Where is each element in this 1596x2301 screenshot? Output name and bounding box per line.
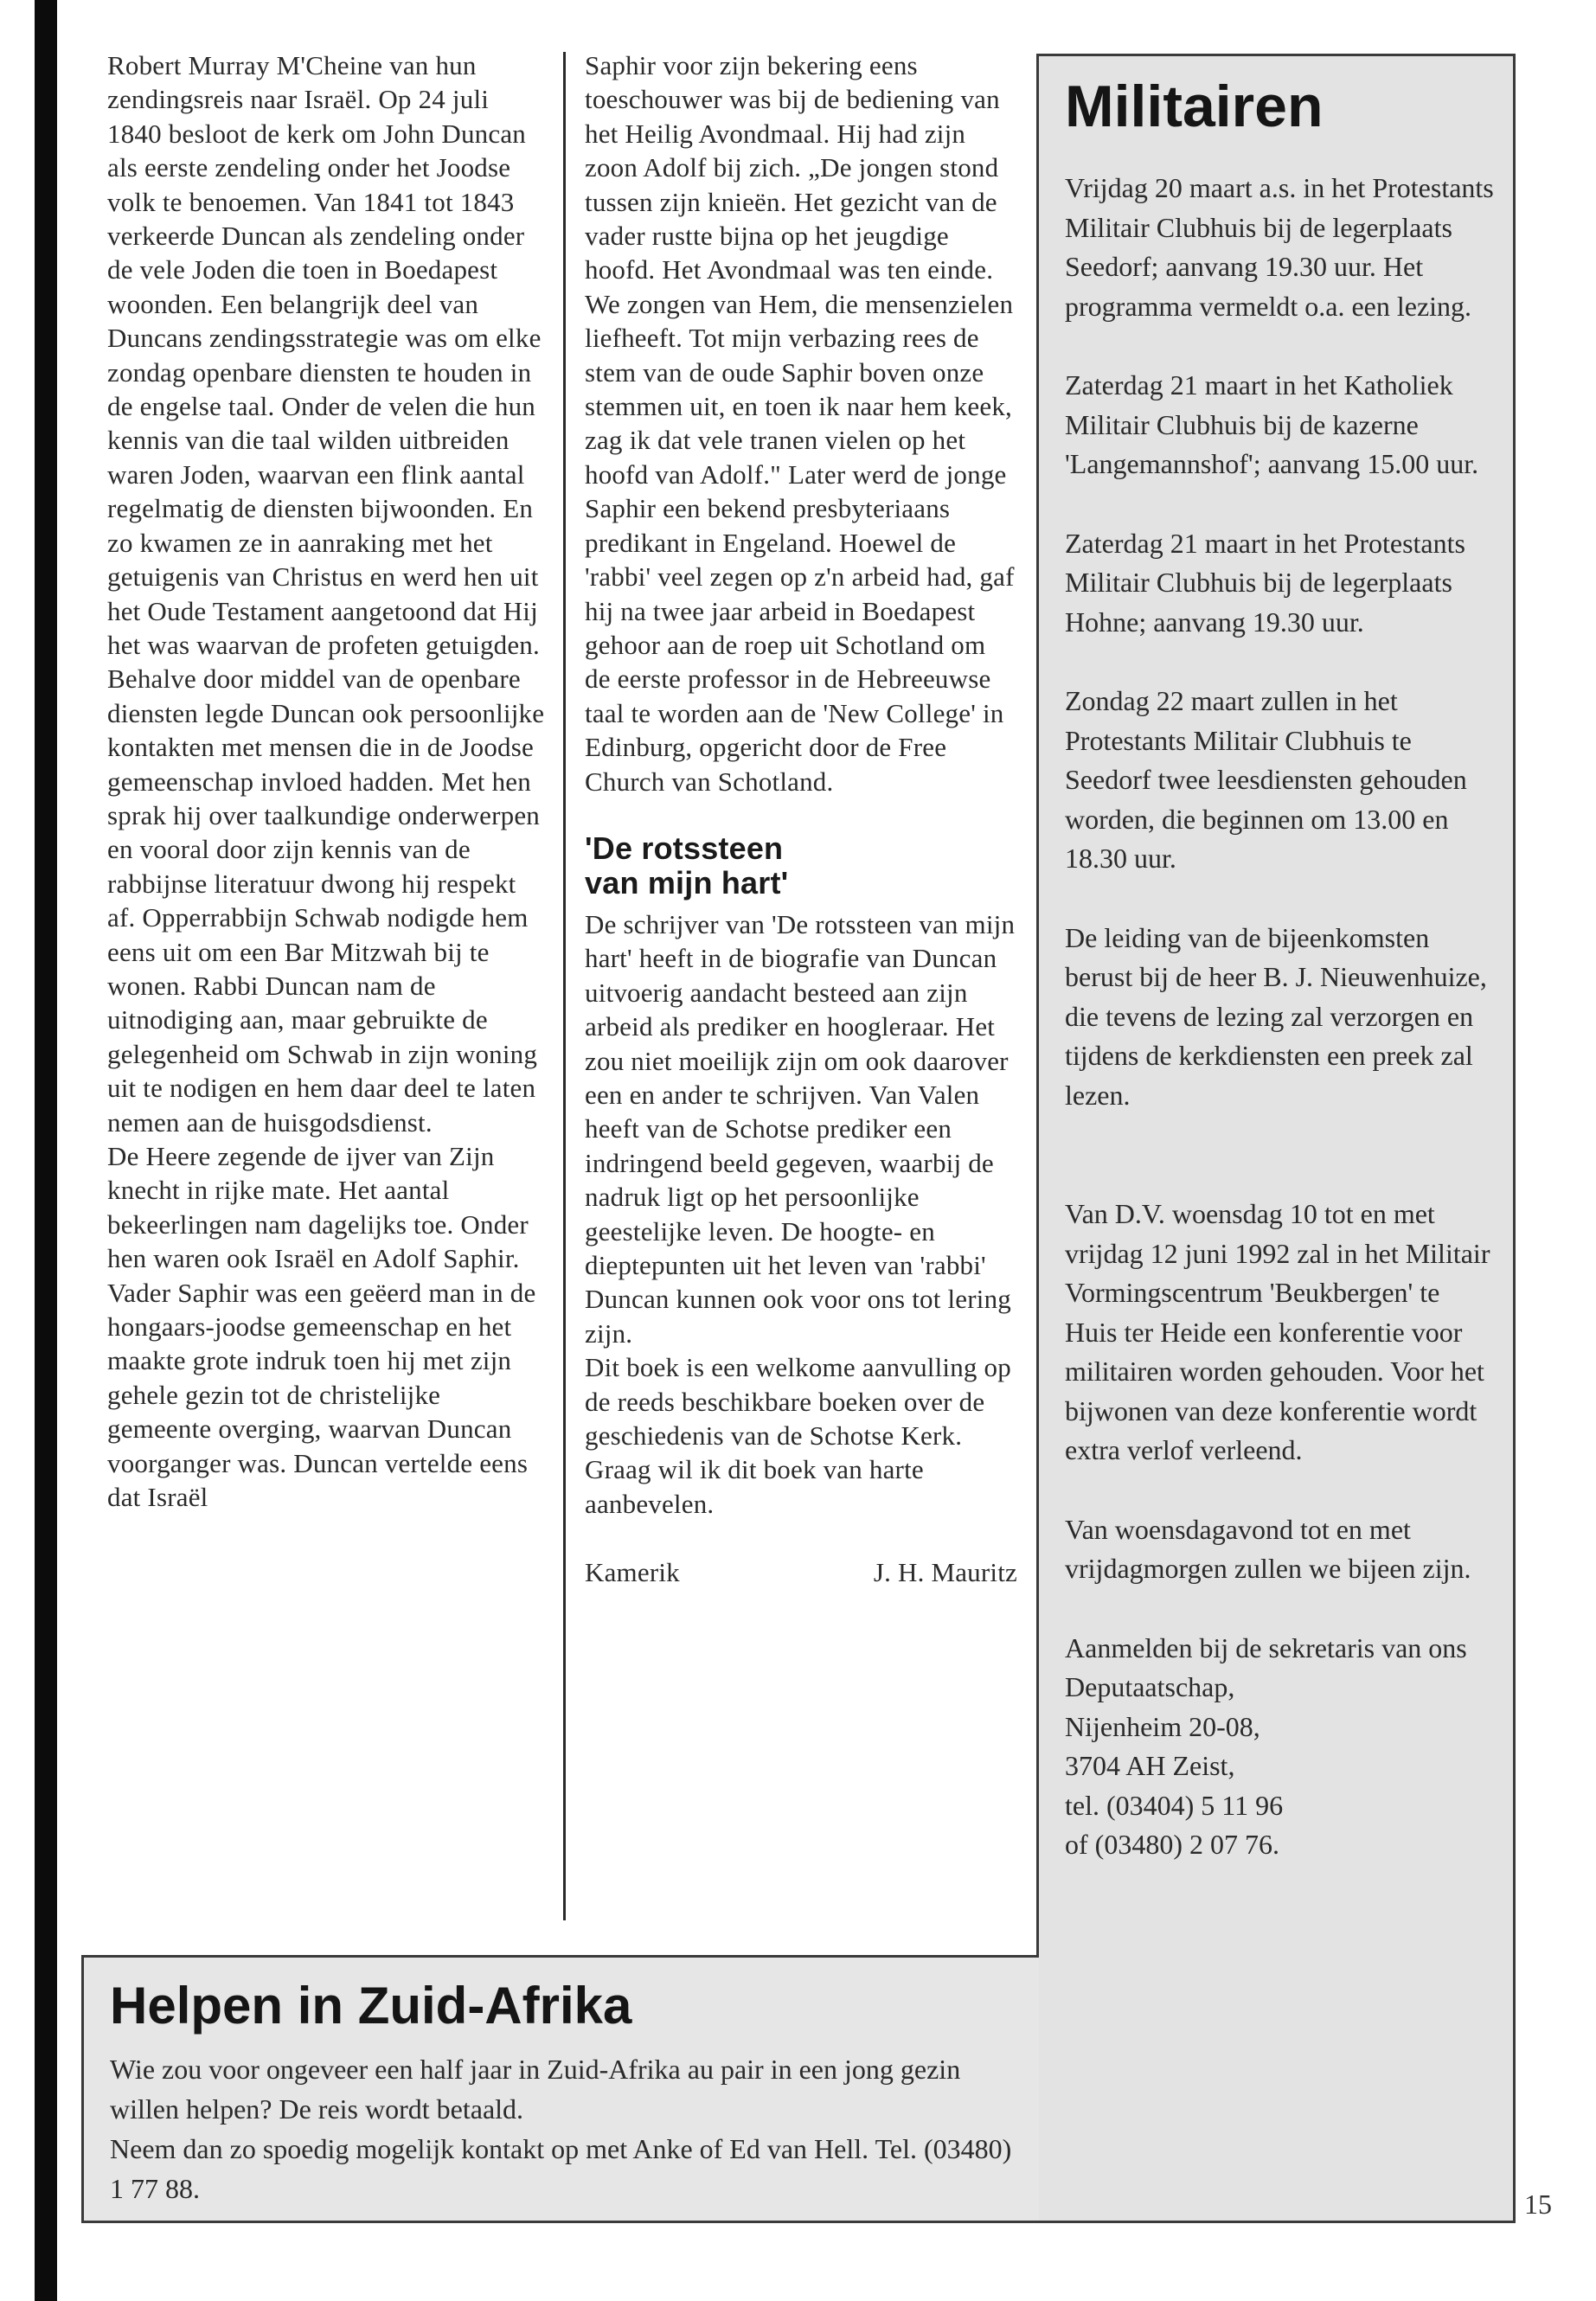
article-column-middle — [585, 48, 1017, 1590]
article-paragraph: De Heere zegende de ijver van Zijn knecht in rijke mate. Het aantal bekeerlingen nam dagelijks toe. Onder hen waren ook Israël en Adolf Saphir. Vader Saphir was een geëerd man in de hongaars-joodse gemeenschap en het maakte grote indruk toen hij met zijn gehele gezin tot de christelijke gemeente overging, waarvan Duncan voorganger was. Duncan vertelde eens dat Israël — [107, 1141, 536, 1513]
page-number: 15 — [1524, 2189, 1552, 2220]
militairen-announcement-box — [1036, 54, 1516, 2223]
contact-address — [1065, 1629, 1494, 1865]
article-paragraph: Dit boek is een welkome aanvulling op de reeds beschikbare boeken over de geschiedenis van de Schotse Kerk. Graag wil ik dit boek van harte aanbevelen. — [585, 1352, 1011, 1519]
announcement-paragraph: Zondag 22 maart zullen in het Protestants Militair Clubhuis te Seedorf twee leesdiensten gehouden worden, die beginnen om 13.00 en 18.30 uur. — [1065, 685, 1467, 874]
address-line: Aanmelden bij de sekretaris van ons Deputaatschap, — [1065, 1631, 1467, 1702]
militairen-title: Militairen — [1065, 74, 1324, 139]
announcement-paragraph: Van D.V. woensdag 10 tot en met vrijdag 12 juni 1992 zal in het Militair Vormingscentrum 'Beukbergen' te Huis ter Heide een konferentie voor militairen worden gehouden. Voor het bijwonen van deze konferentie wordt extra verlof verleend. — [1065, 1198, 1490, 1465]
address-line: 3704 AH Zeist, — [1065, 1750, 1235, 1781]
announcement-paragraph: De leiding van de bijeenkomsten berust bij de heer B. J. Nieuwenhuize, die tevens de lezing zal verzorgen en tijdens de kerkdiensten een preek zal lezen. — [1065, 921, 1487, 1111]
announcement-paragraph: Zaterdag 21 maart in het Protestants Militair Clubhuis bij de legerplaats Hohne; aanvang 19.30 uur. — [1065, 527, 1465, 638]
announcement-text: Wie zou voor ongeveer een half jaar in Zuid-Afrika au pair in een jong gezin willen helpen? De reis wordt betaald. — [110, 2054, 961, 2125]
article-paragraph: De schrijver van 'De rotssteen van mijn hart' heeft in de biografie van Duncan uitvoerig aandacht besteed aan zijn arbeid als prediker en hoogleraar. Het zou niet moeilijk zijn om ook daarover een en ander te schrijven. Van Valen heeft van de Schotse prediker een indringend beeld gegeven, waarbij de nadruk ligt op het persoonlijke geestelijke leven. De hoogte- en dieptepunten uit het leven van 'rabbi' Duncan kunnen ook voor ons tot lering zijn. — [585, 908, 1016, 1349]
address-phone: of (03480) 2 07 76. — [1065, 1829, 1279, 1860]
article-column-left — [107, 48, 548, 1514]
zuid-afrika-announcement-box — [81, 1955, 1039, 2223]
book-subheading — [585, 831, 1017, 901]
signature-place: Kamerik — [585, 1557, 680, 1588]
signature-name: J. H. Mauritz — [873, 1557, 1017, 1588]
address-line: Nijenheim 20-08, — [1065, 1710, 1260, 1742]
page-binding-edge — [35, 0, 57, 2301]
subheading-line: 'De rotssteen — [585, 830, 784, 866]
announcement-paragraph: Zaterdag 21 maart in het Katholiek Militair Clubhuis bij de kazerne 'Langemannshof'; aanvang 15.00 uur. — [1065, 369, 1479, 479]
subheading-line: van mijn hart' — [585, 864, 789, 901]
zuid-afrika-title: Helpen in Zuid-Afrika — [110, 1977, 632, 2035]
announcement-paragraph: Van woensdagavond tot en met vrijdagmorgen zullen we bijeen zijn. — [1065, 1513, 1471, 1584]
announcement-paragraph: Vrijdag 20 maart a.s. in het Protestants Militair Clubhuis bij de legerplaats Seedorf; aanvang 19.30 uur. Het programma vermeldt o.a. een lezing. — [1065, 172, 1494, 322]
article-paragraph: Robert Murray M'Cheine van hun zendingsreis naar Israël. Op 24 juli 1840 besloot de kerk om John Duncan als eerste zendeling onder het Joodse volk te benoemen. Van 1841 tot 1843 verkeerde Duncan als zendeling onder de vele Joden die toen in Boedapest woonden. Een belangrijk deel van Duncans zendingsstrategie was om elke zondag openbare diensten te houden in de engelse taal. Onder de velen die hun kennis van die taal wilden uitbreiden waren Joden, waarvan een flink aantal regelmatig de diensten bijwoonden. En zo kwamen ze in aanraking met het getuigenis van Christus en werd hen uit het Oude Testament aangetoond dat Hij het was waarvan de profeten getuigden. Behalve door middel van de openbare diensten legde Duncan ook persoonlijke kontakten met mensen die in de Joodse gemeenschap invloed hadden. Met hen sprak hij over taalkundige onderwerpen en vooral door zijn kennis van de rabbijnse literatuur dwong hij respekt af. Opperrabbijn Schwab nodigde hem eens uit om een Bar Mitzwah bij te wonen. Rabbi Duncan nam de uitnodiging aan, maar gebruikte de gelegenheid om Schwab in zijn woning uit te nodigen en hem daar deel te laten nemen aan de huisgodsdienst. — [107, 50, 545, 1138]
announcement-text: Neem dan zo spoedig mogelijk kontakt op met Anke of Ed van Hell. Tel. (03480) 1 77 88. — [110, 2133, 1012, 2204]
column-divider — [563, 52, 566, 1920]
address-phone: tel. (03404) 5 11 96 — [1065, 1789, 1284, 1821]
author-signature — [585, 1555, 1017, 1589]
article-paragraph: Saphir voor zijn bekering eens toeschouwer was bij de bediening van het Heilig Avondmaal. Hij had zijn zoon Adolf bij zich. „De jongen stond tussen zijn knieën. Het gezicht van de vader rustte bijna op het jeugdige hoofd. Het Avondmaal was ten einde. We zongen van Hem, die mensenzielen liefheeft. Tot mijn verbazing rees de stem van de oude Saphir boven onze stemmen uit, en toen ik naar hem keek, zag ik dat vele tranen vielen op het hoofd van Adolf." Later werd de jonge Saphir een bekend presbyteriaans predikant in Engeland. Hoewel de 'rabbi' veel zegen op z'n arbeid had, gaf hij na twee jaar arbeid in Boedapest gehoor aan de roep uit Schotland om de eerste professor in de Hebreeuwse taal te worden aan de 'New College' in Edinburg, opgericht door de Free Church van Schotland. — [585, 50, 1015, 797]
